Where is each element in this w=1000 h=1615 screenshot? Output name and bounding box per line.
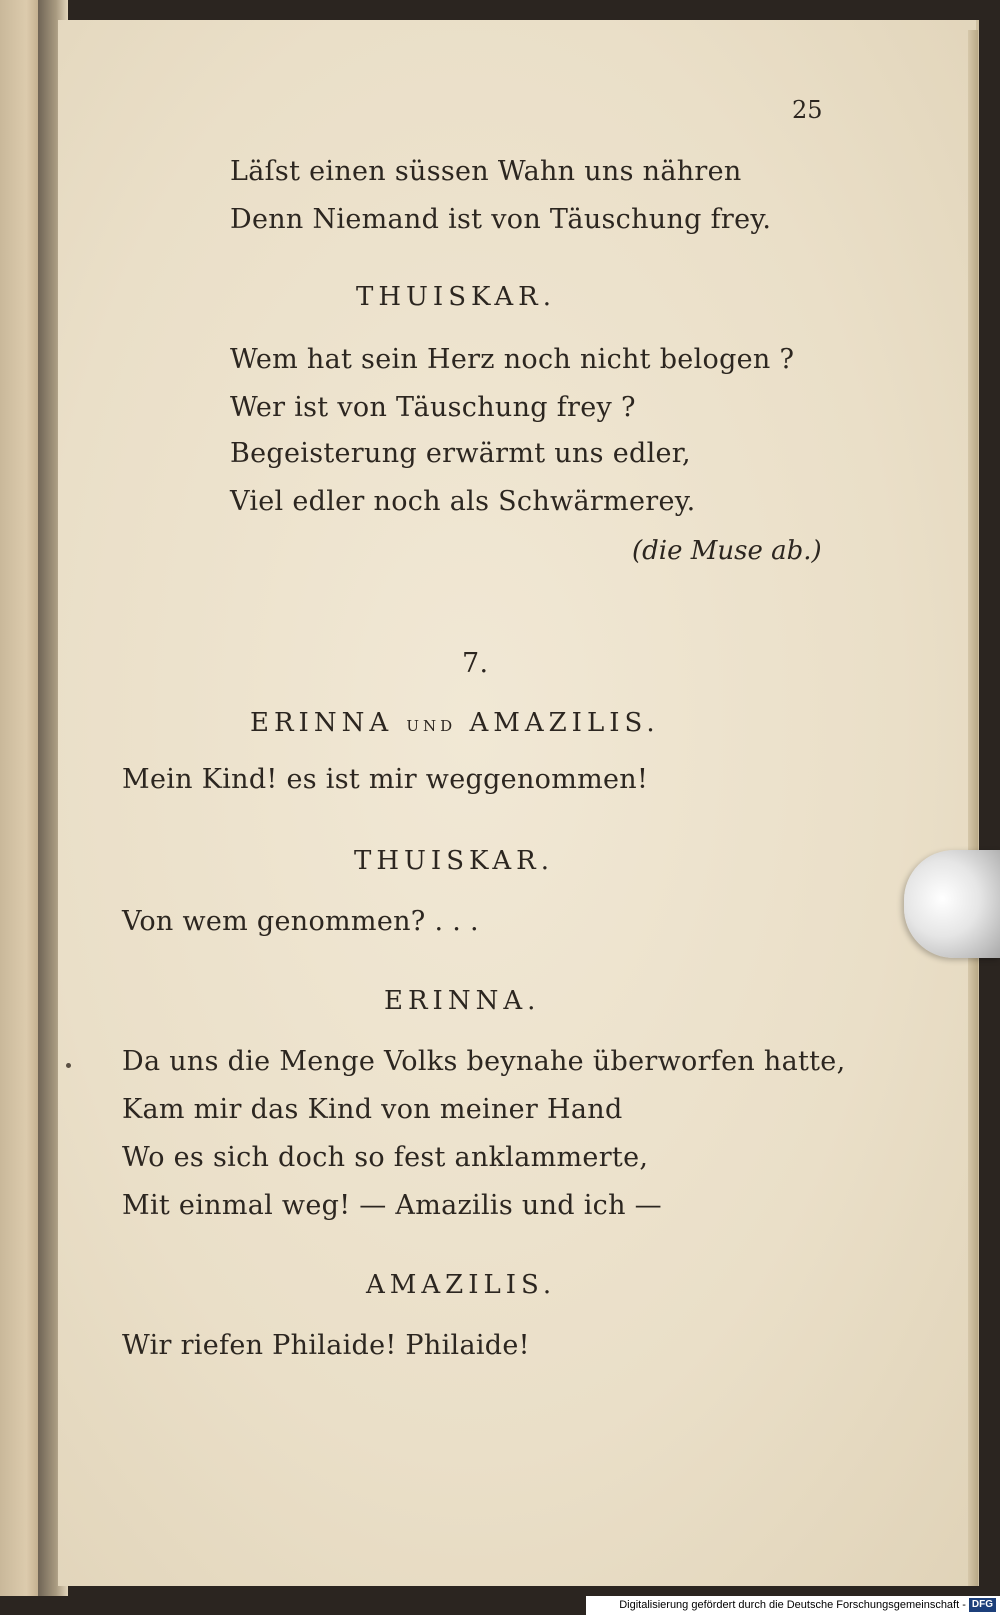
- page-edge: [968, 30, 978, 1586]
- verse-line: Denn Niemand ist von Täuschung frey.: [230, 204, 772, 235]
- verse-line: Viel edler noch als Schwärmerey.: [230, 486, 696, 517]
- dfg-logo: DFG: [969, 1598, 996, 1612]
- verse-line: Mit einmal weg! — Amazilis und ich —: [122, 1190, 662, 1221]
- verse-line: Mein Kind! es ist mir weggenommen!: [122, 764, 649, 795]
- digitization-credit: [586, 1596, 1000, 1615]
- verse-line: Wo es sich doch so fest anklammerte,: [122, 1142, 649, 1173]
- scene-heading-und: UND: [406, 717, 457, 735]
- speaker-name: ERINNA.: [384, 986, 541, 1016]
- scene-heading-right: AMAZILIS.: [469, 708, 660, 738]
- verse-line: Wer ist von Täuschung frey ?: [230, 392, 636, 423]
- verse-line: Von wem genommen? . . .: [122, 906, 479, 937]
- scene-heading: [250, 708, 660, 738]
- verse-line: Wem hat sein Herz noch nicht belogen ?: [230, 344, 795, 375]
- ink-speck: [66, 1063, 71, 1068]
- scene-number: 7.: [462, 648, 489, 679]
- verse-line: Da uns die Menge Volks beynahe überworfen hatte,: [122, 1046, 846, 1077]
- speaker-name: AMAZILIS.: [366, 1270, 557, 1300]
- verse-line: Läſst einen süssen Wahn uns nähren: [230, 156, 742, 187]
- credit-text: Digitalisierung gefördert durch die Deutsche Forschungsgemeinschaft -: [619, 1599, 966, 1611]
- verse-line: Wir riefen Philaide! Philaide!: [122, 1330, 530, 1361]
- verse-line: Kam mir das Kind von meiner Hand: [122, 1094, 623, 1125]
- speaker-name: THUISKAR.: [354, 846, 554, 876]
- verse-line: Begeisterung erwärmt uns edler,: [230, 438, 691, 469]
- page-clip: [904, 850, 1000, 958]
- page-number: 25: [792, 96, 823, 124]
- stage-direction: (die Muse ab.): [632, 536, 822, 566]
- speaker-name: THUISKAR.: [356, 282, 556, 312]
- scene-heading-left: ERINNA: [250, 708, 394, 738]
